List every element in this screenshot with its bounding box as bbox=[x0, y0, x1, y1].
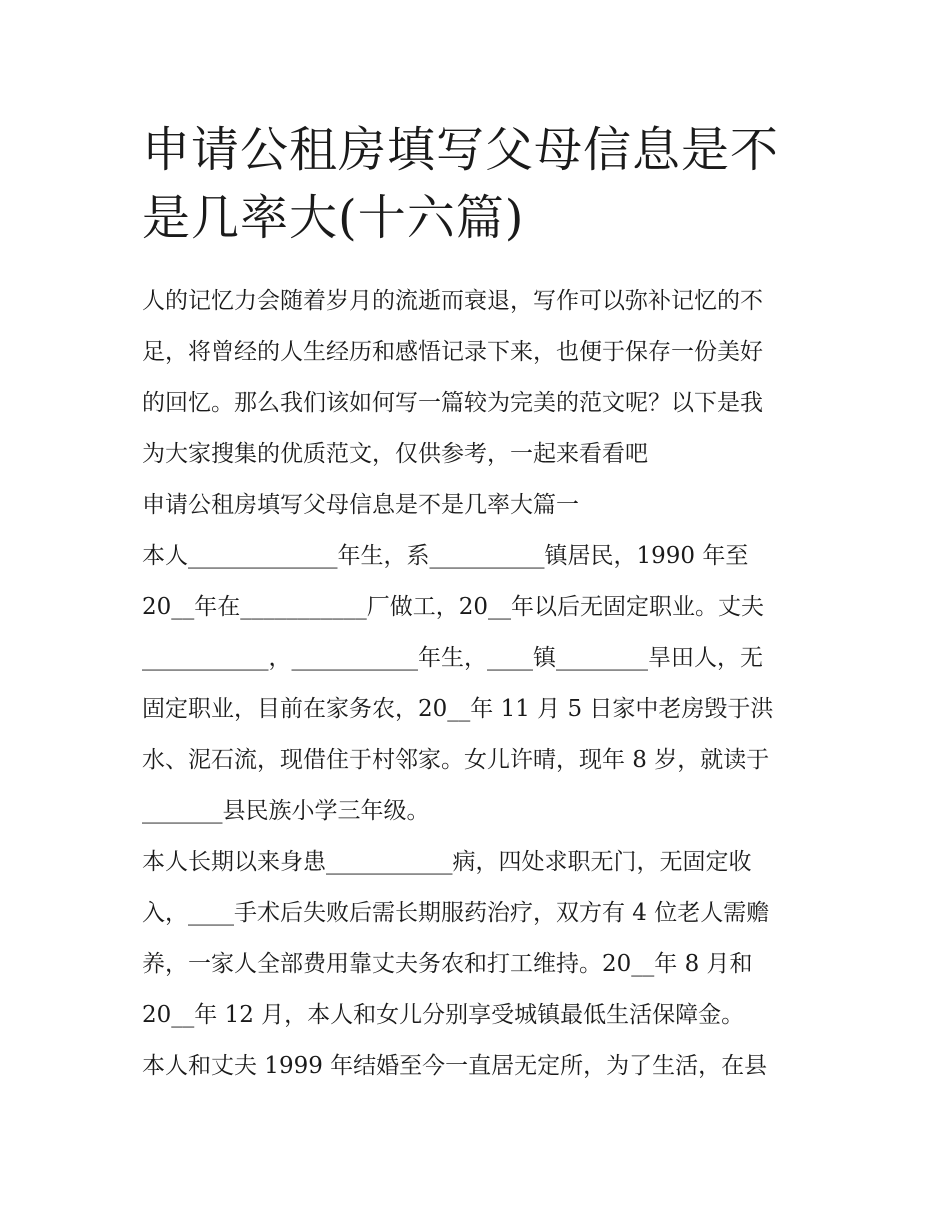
page-title bbox=[142, 116, 822, 252]
body-line: 为大家搜集的优质范文，仅供参考，一起来看看吧 bbox=[142, 441, 648, 467]
body-line: 养，一家人全部费用靠丈夫务农和打工维持。20__年 8 月和 bbox=[142, 951, 753, 977]
body-line: 本人_____________年生，系__________镇居民，1990 年至 bbox=[142, 543, 749, 569]
body-line: 20__年 12 月，本人和女儿分别享受城镇最低生活保障金。 bbox=[142, 1002, 745, 1028]
section-heading: 申请公租房填写父母信息是不是几率大篇一 bbox=[142, 492, 579, 518]
body-line: _______县民族小学三年级。 bbox=[142, 798, 430, 824]
body-line: ___________，___________年生，____镇________旱田人，无 bbox=[142, 645, 763, 671]
body-line: 本人和丈夫 1999 年结婚至今一直居无定所，为了生活，在县 bbox=[142, 1053, 768, 1079]
title-line-2: 是几率大(十六篇) bbox=[142, 190, 525, 246]
title-line-1: 申请公租房填写父母信息是不 bbox=[142, 122, 780, 178]
body-line: 的回忆。那么我们该如何写一篇较为完美的范文呢？以下是我 bbox=[142, 390, 763, 416]
document-body bbox=[142, 276, 842, 1092]
body-line: 本人长期以来身患___________病，四处求职无门，无固定收 bbox=[142, 849, 752, 875]
body-line: 足，将曾经的人生经历和感悟记录下来，也便于保存一份美好 bbox=[142, 339, 763, 365]
body-line: 人的记忆力会随着岁月的流逝而衰退，写作可以弥补记忆的不 bbox=[142, 288, 763, 314]
body-line: 入，____手术后失败后需长期服药治疗，双方有 4 位老人需赡 bbox=[142, 900, 770, 926]
body-line: 20__年在___________厂做工，20__年以后无固定职业。丈夫 bbox=[142, 594, 765, 620]
body-line: 固定职业，目前在家务农，20__年 11 月 5 日家中老房毁于洪 bbox=[142, 696, 774, 722]
body-line: 水、泥石流，现借住于村邻家。女儿许晴，现年 8 岁，就读于 bbox=[142, 747, 770, 773]
